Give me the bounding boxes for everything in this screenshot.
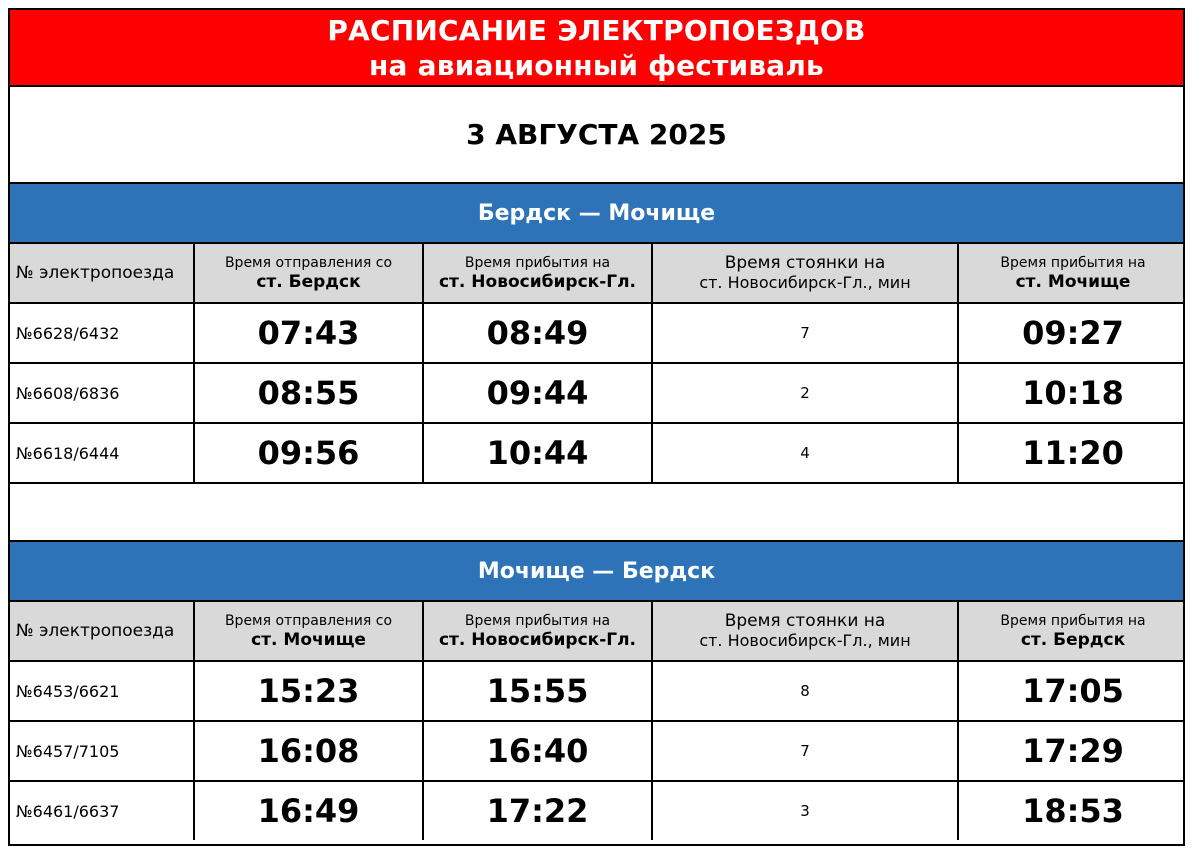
stop-minutes: 7 <box>652 721 958 781</box>
section-spacer <box>10 484 1183 542</box>
header-arrival-novosibirsk <box>423 244 652 303</box>
header-train-number: № электропоезда <box>10 602 194 661</box>
train-number: №6608/6836 <box>10 363 194 423</box>
column-header-row <box>10 602 1185 661</box>
arrival-time: 08:49 <box>423 303 652 363</box>
header-stop-duration <box>652 244 958 303</box>
departure-time: 16:49 <box>194 781 423 840</box>
departure-time: 09:56 <box>194 423 423 483</box>
table-row <box>10 721 1185 781</box>
header-final-station: ст. Мочище <box>1015 272 1131 292</box>
header-final-arrival <box>958 602 1185 661</box>
departure-time: 16:08 <box>194 721 423 781</box>
timetable-berdsk-mochishche <box>10 244 1185 484</box>
arrival-time: 16:40 <box>423 721 652 781</box>
schedule-date: 3 АВГУСТА 2025 <box>10 87 1183 184</box>
header-departure <box>194 602 423 661</box>
timetable-mochishche-berdsk <box>10 602 1185 840</box>
title-banner <box>10 10 1183 87</box>
table-row <box>10 363 1185 423</box>
arrival-time: 09:44 <box>423 363 652 423</box>
schedule-sheet <box>8 8 1185 846</box>
stop-minutes: 4 <box>652 423 958 483</box>
final-arrival-time: 17:29 <box>958 721 1185 781</box>
stop-minutes: 3 <box>652 781 958 840</box>
header-arrival-label: Время прибытия на <box>464 613 611 629</box>
train-number: №6628/6432 <box>10 303 194 363</box>
header-final-label: Время прибытия на <box>1000 613 1146 629</box>
header-arrival-label: Время прибытия на <box>464 255 611 271</box>
final-arrival-time: 09:27 <box>958 303 1185 363</box>
stop-minutes: 8 <box>652 661 958 721</box>
train-number: №6453/6621 <box>10 661 194 721</box>
route-header-berdsk-mochishche: Бердск — Мочище <box>10 184 1183 244</box>
header-arrival-novosibirsk <box>423 602 652 661</box>
table-row <box>10 661 1185 721</box>
final-arrival-time: 17:05 <box>958 661 1185 721</box>
header-departure-station: ст. Бердск <box>256 272 361 292</box>
header-train-number: № электропоезда <box>10 244 194 303</box>
table-row <box>10 303 1185 363</box>
arrival-time: 17:22 <box>423 781 652 840</box>
stop-minutes: 2 <box>652 363 958 423</box>
departure-time: 07:43 <box>194 303 423 363</box>
table-row <box>10 423 1185 483</box>
header-departure-station: ст. Мочище <box>251 630 366 650</box>
train-number: №6461/6637 <box>10 781 194 840</box>
header-stop-station: ст. Новосибирск-Гл., мин <box>699 631 911 650</box>
header-final-station: ст. Бердск <box>1020 630 1126 650</box>
header-stop-duration <box>652 602 958 661</box>
departure-time: 15:23 <box>194 661 423 721</box>
departure-time: 08:55 <box>194 363 423 423</box>
title-line-2: на авиационный фестиваль <box>369 49 824 82</box>
header-stop-label: Время стоянки на <box>724 253 886 273</box>
header-arrival-station: ст. Новосибирск-Гл. <box>438 630 636 650</box>
final-arrival-time: 18:53 <box>1022 792 1124 830</box>
header-departure <box>194 244 423 303</box>
final-arrival-time: 11:20 <box>958 423 1185 483</box>
arrival-time: 10:44 <box>423 423 652 483</box>
stop-minutes: 7 <box>652 303 958 363</box>
train-number: №6457/7105 <box>10 721 194 781</box>
header-arrival-station: ст. Новосибирск-Гл. <box>438 272 636 292</box>
header-final-arrival <box>958 244 1185 303</box>
header-departure-label: Время отправления со <box>224 613 393 629</box>
arrival-time: 15:55 <box>423 661 652 721</box>
route-header-mochishche-berdsk: Мочище — Бердск <box>10 542 1183 602</box>
title-line-1: РАСПИСАНИЕ ЭЛЕКТРОПОЕЗДОВ <box>327 14 866 47</box>
column-header-row <box>10 244 1185 303</box>
header-stop-station: ст. Новосибирск-Гл., мин <box>699 273 911 292</box>
header-final-label: Время прибытия на <box>1000 255 1146 271</box>
table-row <box>10 781 1185 840</box>
header-departure-label: Время отправления со <box>224 255 393 271</box>
train-number: №6618/6444 <box>10 423 194 483</box>
final-arrival-time: 10:18 <box>958 363 1185 423</box>
header-stop-label: Время стоянки на <box>724 611 886 631</box>
